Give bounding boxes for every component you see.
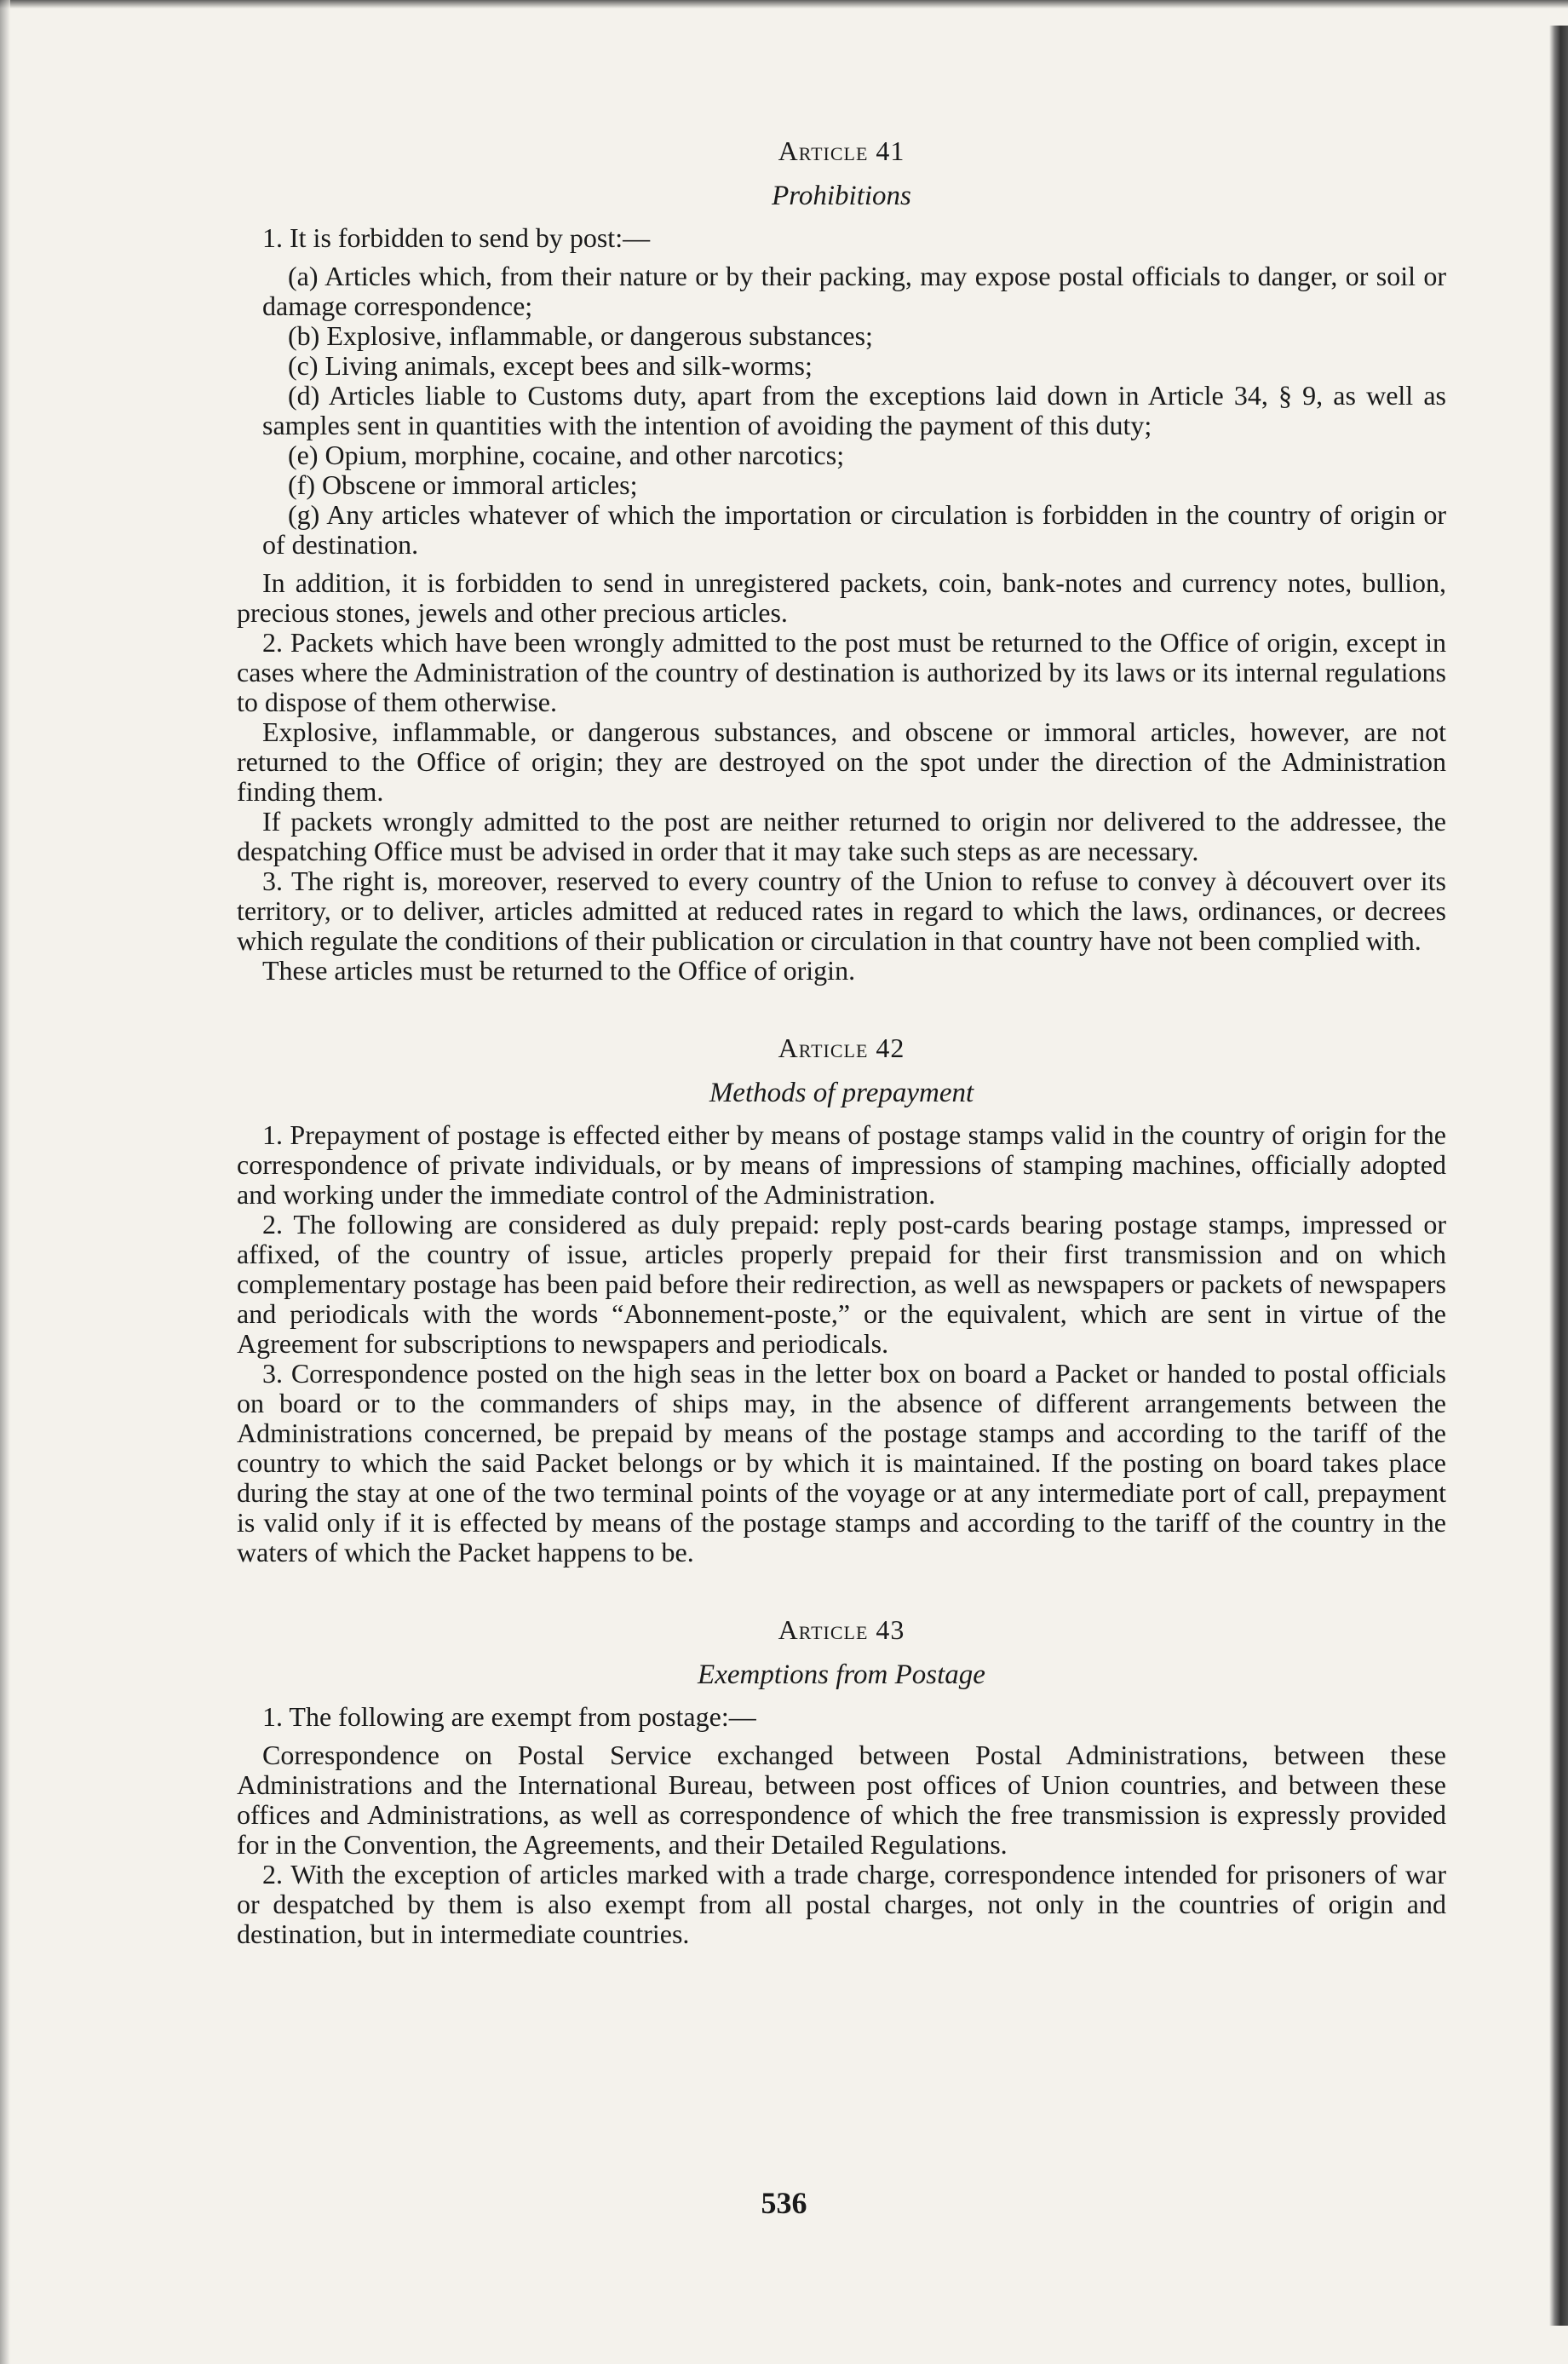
article-heading: Article 42 bbox=[778, 1032, 905, 1063]
paragraph: In addition, it is forbidden to send in unregistered packets, coin, bank-notes and currency notes, bullion, precious stones, jewels and other precious articles. bbox=[237, 567, 1446, 628]
list-item: (e) Opium, morphine, cocaine, and other narcotics; bbox=[288, 440, 845, 470]
paragraph: 2. With the exception of articles marked with a trade charge, correspondence intended for prisoners of war or despatched by them is also exempt from all postal charges, not only in the countries of origin and destination, but in intermediate countries. bbox=[237, 1859, 1446, 1949]
article-heading: Article 41 bbox=[778, 135, 905, 166]
scan-border-right bbox=[1549, 26, 1568, 2326]
scan-border-top bbox=[0, 0, 1568, 9]
scan-border-left bbox=[0, 0, 10, 2364]
paragraph: If packets wrongly admitted to the post are neither returned to origin nor delivered to the addressee, the despatching Office must be advised in order that it may take such steps as are necessary. bbox=[237, 806, 1446, 866]
paragraph: These articles must be returned to the Office of origin. bbox=[262, 955, 856, 986]
paragraph: 1. The following are exempt from postage:— bbox=[262, 1701, 756, 1732]
article-heading: Article 43 bbox=[778, 1614, 905, 1645]
article-title: Prohibitions bbox=[772, 181, 911, 211]
article-43 bbox=[237, 1615, 1446, 1949]
paragraph: 2. Packets which have been wrongly admitted to the post must be returned to the Office of origin, except in cases where the Administration of the country of destination is authorized by its laws or its internal regulations to dispose of them otherwise. bbox=[237, 627, 1446, 717]
article-41 bbox=[237, 136, 1446, 986]
list-item: (a) Articles which, from their nature or by their packing, may expose postal officials to danger, or soil or damage correspondence; bbox=[262, 261, 1446, 321]
section-spacer bbox=[237, 1567, 1446, 1615]
list-item: (g) Any articles whatever of which the importation or circulation is forbidden in the country of origin or of destination. bbox=[262, 499, 1446, 560]
paragraph: 1. It is forbidden to send by post:— bbox=[262, 222, 651, 253]
article-42 bbox=[237, 1033, 1446, 1567]
article-title: Methods of prepayment bbox=[709, 1078, 974, 1108]
paragraph: 3. Correspondence posted on the high seas in the letter box on board a Packet or handed to postal officials on board or to the commanders of ships may, in the absence of different arrangements between the Administrations concerned, be prepaid by means of the postage stamps and according to the tariff of the country to which the said Packet belongs or by which it is maintained. If the posting on board takes place during the stay at one of the two terminal points of the voyage or at any intermediate port of call, prepayment is valid only if it is effected by means of the postage stamps and according to the tariff of the country in the waters of which the Packet happens to be. bbox=[237, 1358, 1446, 1567]
article-title: Exemptions from Postage bbox=[698, 1659, 985, 1690]
section-spacer bbox=[237, 986, 1446, 1033]
list-item: (f) Obscene or immoral articles; bbox=[288, 469, 638, 500]
paragraph: 1. Prepayment of postage is effected either by means of postage stamps valid in the country of origin for the correspondence of private individuals, or by means of impressions of stamping machines, officially adopted and working under the immediate control of the Administration. bbox=[237, 1119, 1446, 1210]
document-page bbox=[237, 136, 1446, 1949]
list-item: (d) Articles liable to Customs duty, apart from the exceptions laid down in Article 34, § 9, as well as samples sent in quantities with the intention of avoiding the payment of this duty; bbox=[262, 380, 1446, 440]
page-number: 536 bbox=[761, 2186, 807, 2220]
paragraph: 2. The following are considered as duly prepaid: reply post-cards bearing postage stamps, impressed or affixed, of the country of issue, articles properly prepaid for their first transmission and on which complementary postage has been paid before their redirection, as well as newspapers or packets of newspapers and periodicals with the words “Abonnement-poste,” or the equivalent, which are sent in virtue of the Agreement for subscriptions to newspapers and periodicals. bbox=[237, 1209, 1446, 1359]
paragraph: Correspondence on Postal Service exchanged between Postal Administrations, between these Administrations and the International Bureau, between post offices of Union countries, and between these offices and Administrations, as well as correspondence of which the free transmission is expressly provided for in the Convention, the Agreements, and their Detailed Regulations. bbox=[237, 1740, 1446, 1860]
list-item: (b) Explosive, inflammable, or dangerous substances; bbox=[288, 320, 873, 351]
list-item: (c) Living animals, except bees and silk-worms; bbox=[288, 350, 813, 381]
paragraph: Explosive, inflammable, or dangerous substances, and obscene or immoral articles, however, are not returned to the Office of origin; they are destroyed on the spot under the direction of the Administration finding them. bbox=[237, 716, 1446, 807]
paragraph: 3. The right is, moreover, reserved to every country of the Union to refuse to convey à découvert over its territory, or to deliver, articles admitted at reduced rates in regard to which the laws, ordinances, or decrees which regulate the conditions of their publication or circulation in that country have not been complied with. bbox=[237, 866, 1446, 956]
